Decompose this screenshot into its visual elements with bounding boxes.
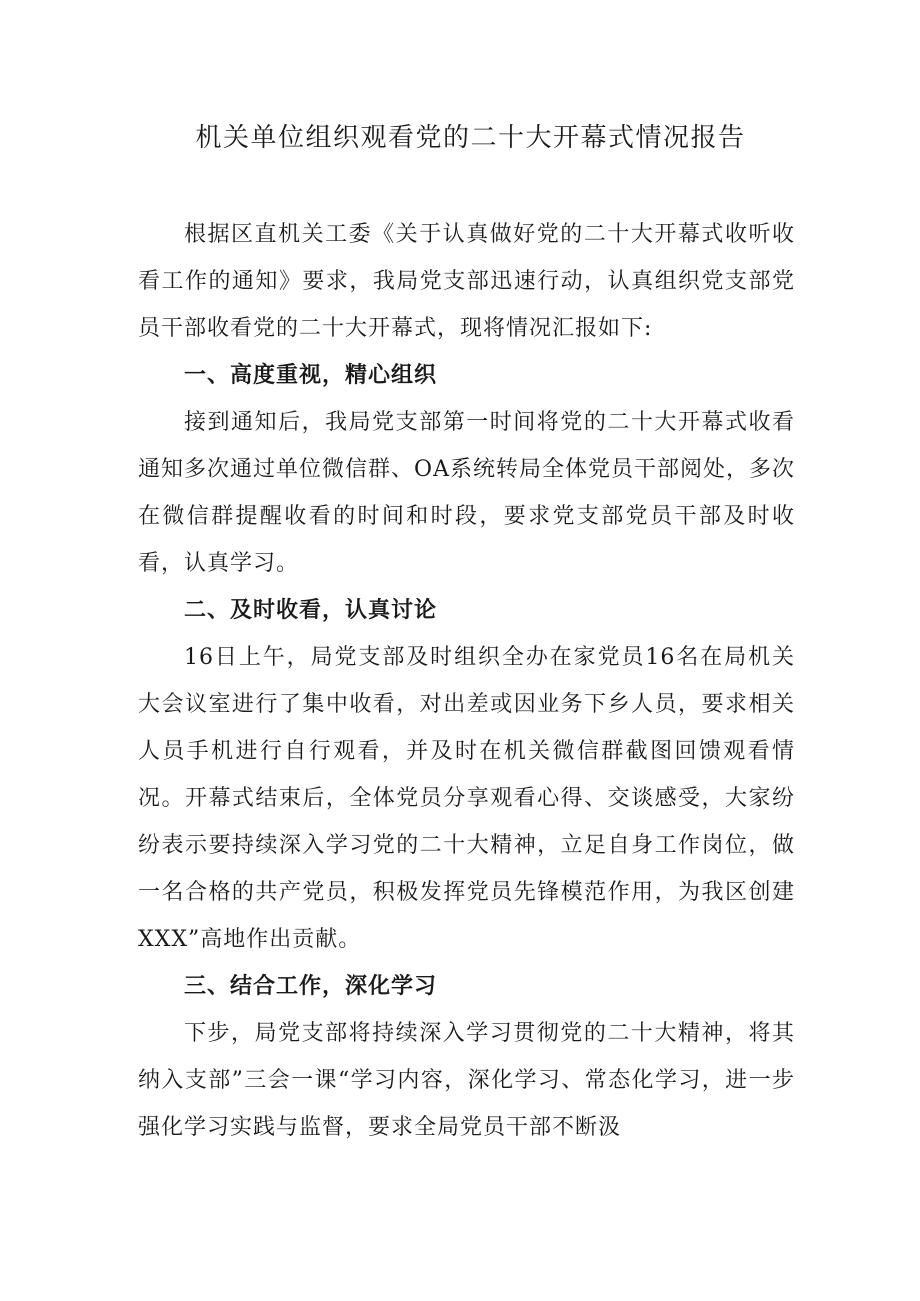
document-body xyxy=(138,211,795,1151)
section-1-heading: 一、高度重视，精心组织 xyxy=(184,363,438,388)
section-1-paragraph: 接到通知后，我局党支部第一时间将党的二十大开幕式收看通知多次通过单位微信群、OA系统转局全体党员干部阅处，多次在微信群提醒收看的时间和时段，要求党支部党员干部及时收看，认真学习。 xyxy=(138,410,795,576)
section-2-heading: 二、及时收看，认真讨论 xyxy=(184,598,438,623)
document-title: 机关单位组织观看党的二十大开幕式情况报告 xyxy=(195,123,746,153)
section-2-paragraph: 16日上午，局党支部及时组织全办在家党员16名在局机关大会议室进行了集中收看，对出差或因业务下乡人员，要求相关人员手机进行自行观看，并及时在机关微信群截图回馈观看情况。开幕式结束后，全体党员分享观看心得、交谈感受，大家纷纷表示要持续深入学习党的二十大精神，立足自身工作岗位，做一名合格的共产党员，积极发挥党员先锋模范作用，为我区创建XXX”高地作出贡献。 xyxy=(138,645,795,952)
section-3-paragraph: 下步，局党支部将持续深入学习贯彻党的二十大精神，将其纳入支部”三会一课“学习内容，深化学习、常态化学习，进一步强化学习实践与监督，要求全局党员干部不断汲 xyxy=(138,1021,795,1140)
section-3-heading: 三、结合工作，深化学习 xyxy=(184,974,438,999)
intro-paragraph: 根据区直机关工委《关于认真做好党的二十大开幕式收听收看工作的通知》要求，我局党支部迅速行动，认真组织党支部党员干部收看党的二十大开幕式，现将情况汇报如下: xyxy=(138,222,795,341)
